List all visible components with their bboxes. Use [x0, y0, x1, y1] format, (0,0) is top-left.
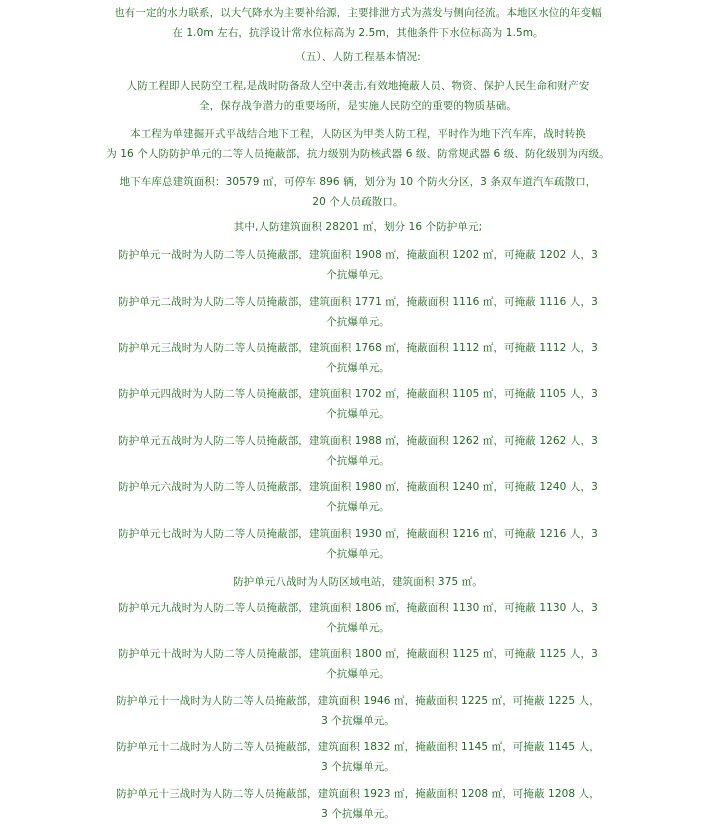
definition-paragraph	[100, 76, 616, 116]
paragraph-line: 为 16 个人防防护单元的二等人员掩蔽部，抗力级别为防核武器 6 级、防常规武器 6 级、防化级别为丙级。	[106, 148, 610, 160]
protection-unit-paragraph	[104, 691, 612, 731]
protection-unit-paragraph	[104, 292, 612, 332]
protection-unit-paragraph	[104, 384, 612, 424]
paragraph-line: 个抗爆单元。	[326, 622, 390, 634]
paragraph-line: 3 个抗爆单元。	[321, 715, 395, 727]
paragraph-line: 个抗爆单元。	[326, 548, 390, 560]
protection-unit-paragraph	[104, 644, 612, 684]
paragraph-line: 防护单元十二战时为人防二等人员掩蔽部，建筑面积 1832 ㎡，掩蔽面积 1145 ㎡，可掩蔽 1145 人，	[116, 741, 600, 753]
protection-unit-paragraph	[104, 338, 612, 378]
paragraph-line: 个抗爆单元。	[326, 362, 390, 374]
paragraph-line: 防护单元七战时为人防二等人员掩蔽部，建筑面积 1930 ㎡，掩蔽面积 1216 ㎡，可掩蔽 1216 人，3	[118, 528, 598, 540]
project-paragraph	[100, 124, 616, 164]
protection-unit-paragraph	[104, 245, 612, 285]
paragraph-line: 也有一定的水力联系，以大气降水为主要补给源，主要排泄方式为蒸发与侧向径流。本地区水位的年变幅	[114, 7, 602, 19]
summary-line: 其中,人防建筑面积 28201 ㎡，划分 16 个防护单元;	[233, 221, 483, 233]
paragraph-line: 个抗爆单元。	[326, 501, 390, 513]
paragraph-line: 在 1.0m 左右，抗浮设计常水位标高为 2.5m，其他条件下水位标高为 1.5m。	[172, 27, 544, 39]
paragraph-line: 防护单元九战时为人防二等人员掩蔽部，建筑面积 1806 ㎡，掩蔽面积 1130 ㎡，可掩蔽 1130 人，3	[118, 602, 598, 614]
paragraph-line: 全，保存战争潜力的重要场所，是实施人民防空的重要的物质基础。	[199, 100, 517, 112]
paragraph-line: 3 个抗爆单元。	[321, 808, 395, 820]
paragraph-line: 防护单元十战时为人防二等人员掩蔽部，建筑面积 1800 ㎡，掩蔽面积 1125 ㎡，可掩蔽 1125 人，3	[118, 648, 598, 660]
paragraph-line: 防护单元一战时为人防二等人员掩蔽部，建筑面积 1908 ㎡，掩蔽面积 1202 ㎡，可掩蔽 1202 人，3	[118, 249, 598, 261]
paragraph-line: 防护单元六战时为人防二等人员掩蔽部，建筑面积 1980 ㎡，掩蔽面积 1240 ㎡，可掩蔽 1240 人，3	[118, 481, 598, 493]
paragraph-line: 个抗爆单元。	[326, 316, 390, 328]
paragraph-line: 个抗爆单元。	[326, 455, 390, 467]
protection-unit-paragraph	[104, 477, 612, 517]
protection-unit-paragraph	[104, 737, 612, 777]
paragraph-line: 本工程为单建掘开式平战结合地下工程，人防区为甲类人防工程，平时作为地下汽车库，战时转换	[130, 128, 586, 140]
protection-unit-paragraph	[104, 524, 612, 564]
paragraph-line: 防护单元四战时为人防二等人员掩蔽部，建筑面积 1702 ㎡，掩蔽面积 1105 ㎡，可掩蔽 1105 人，3	[118, 388, 598, 400]
paragraph-line: 防护单元三战时为人防二等人员掩蔽部，建筑面积 1768 ㎡，掩蔽面积 1112 ㎡，可掩蔽 1112 人，3	[118, 342, 598, 354]
paragraph-line: 个抗爆单元。	[326, 668, 390, 680]
paragraph-line: 个抗爆单元。	[326, 408, 390, 420]
protection-unit-paragraph	[104, 784, 612, 824]
paragraph-line: 防护单元十三战时为人防二等人员掩蔽部，建筑面积 1923 ㎡，掩蔽面积 1208 ㎡，可掩蔽 1208 人，	[116, 788, 600, 800]
paragraph-line: 防护单元五战时为人防二等人员掩蔽部，建筑面积 1988 ㎡，掩蔽面积 1262 ㎡，可掩蔽 1262 人，3	[118, 435, 598, 447]
paragraph-line: 20 个人员疏散口。	[312, 196, 404, 208]
paragraph-line: 地下车库总建筑面积：30579 ㎡，可停车 896 辆，划分为 10 个防火分区，3 条双车道汽车疏散口，	[119, 176, 597, 188]
paragraph-line: 人防工程即人民防空工程,是战时防备敌人空中袭击,有效地掩蔽人员、物资、保护人民生命和财产安	[126, 80, 590, 92]
section-heading: （五）、人防工程基本情况:	[295, 51, 421, 63]
garage-paragraph	[104, 172, 612, 212]
protection-unit-paragraph	[104, 572, 612, 592]
protection-unit-paragraph	[104, 431, 612, 471]
paragraph-line: 防护单元八战时为人防区域电站，建筑面积 375 ㎡。	[233, 576, 483, 588]
paragraph-line: 防护单元十一战时为人防二等人员掩蔽部，建筑面积 1946 ㎡，掩蔽面积 1225 ㎡，可掩蔽 1225 人，	[116, 695, 600, 707]
paragraph-line: 个抗爆单元。	[326, 269, 390, 281]
paragraph-line: 防护单元二战时为人防二等人员掩蔽部，建筑面积 1771 ㎡，掩蔽面积 1116 ㎡，可掩蔽 1116 人，3	[118, 296, 598, 308]
paragraph-line: 3 个抗爆单元。	[321, 761, 395, 773]
hydrology-paragraph	[104, 3, 612, 43]
protection-unit-paragraph	[104, 598, 612, 638]
